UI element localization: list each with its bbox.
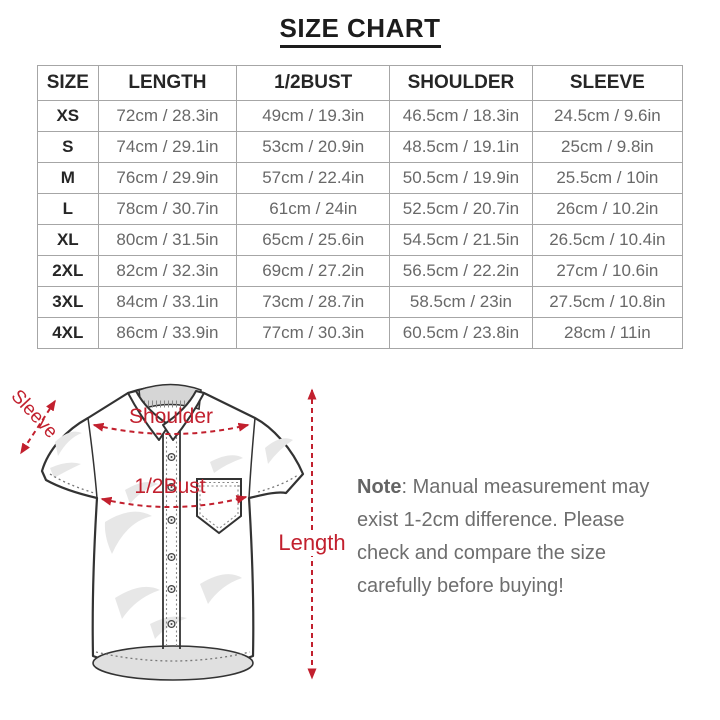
- measurement-cell: 48.5cm / 19.1in: [390, 132, 533, 163]
- note-label: Note: [357, 476, 402, 498]
- measurement-cell: 69cm / 27.2in: [237, 256, 390, 287]
- table-row-m: [38, 163, 683, 194]
- measurement-cell: 50.5cm / 19.9in: [390, 163, 533, 194]
- measurement-cell: 25cm / 9.8in: [532, 132, 682, 163]
- measurement-cell: 82cm / 32.3in: [98, 256, 237, 287]
- length-label: Length: [278, 530, 346, 555]
- measurement-cell: 26cm / 10.2in: [532, 194, 682, 225]
- measurement-cell: 53cm / 20.9in: [237, 132, 390, 163]
- size-cell: L: [38, 194, 99, 225]
- measurement-cell: 24.5cm / 9.6in: [532, 101, 682, 132]
- table-row-2xl: [38, 256, 683, 287]
- table-row-l: [38, 194, 683, 225]
- measurement-cell: 74cm / 29.1in: [98, 132, 237, 163]
- size-table: [37, 65, 683, 349]
- size-cell: 3XL: [38, 287, 99, 318]
- measurement-cell: 49cm / 19.3in: [237, 101, 390, 132]
- size-cell: S: [38, 132, 99, 163]
- column-header-1-2bust: 1/2BUST: [237, 66, 390, 101]
- measurement-cell: 28cm / 11in: [532, 318, 682, 349]
- measurement-cell: 76cm / 29.9in: [98, 163, 237, 194]
- measurement-cell: 57cm / 22.4in: [237, 163, 390, 194]
- measurement-cell: 27.5cm / 10.8in: [532, 287, 682, 318]
- size-cell: XS: [38, 101, 99, 132]
- measurement-cell: 80cm / 31.5in: [98, 225, 237, 256]
- column-header-size: SIZE: [38, 66, 99, 101]
- measurement-cell: 27cm / 10.6in: [532, 256, 682, 287]
- sleeve-label: Sleeve: [6, 385, 62, 443]
- size-cell: M: [38, 163, 99, 194]
- size-cell: 4XL: [38, 318, 99, 349]
- page-title: [0, 13, 720, 48]
- column-header-sleeve: SLEEVE: [532, 66, 682, 101]
- bust-label: 1/2Bust: [134, 475, 206, 498]
- measurement-cell: 25.5cm / 10in: [532, 163, 682, 194]
- shirt-diagram: [0, 372, 360, 720]
- measurement-cell: 84cm / 33.1in: [98, 287, 237, 318]
- measurement-cell: 72cm / 28.3in: [98, 101, 237, 132]
- table-row-xs: [38, 101, 683, 132]
- table-row-xl: [38, 225, 683, 256]
- measurement-cell: 54.5cm / 21.5in: [390, 225, 533, 256]
- shirt-hem: [93, 646, 253, 680]
- page-title-text: SIZE CHART: [280, 13, 441, 48]
- measurement-cell: 52.5cm / 20.7in: [390, 194, 533, 225]
- measurement-cell: 65cm / 25.6in: [237, 225, 390, 256]
- measurement-cell: 46.5cm / 18.3in: [390, 101, 533, 132]
- measurement-cell: 26.5cm / 10.4in: [532, 225, 682, 256]
- size-cell: 2XL: [38, 256, 99, 287]
- column-header-length: LENGTH: [98, 66, 237, 101]
- measurement-cell: 78cm / 30.7in: [98, 194, 237, 225]
- size-table-header-row: [38, 66, 683, 101]
- measurement-cell: 77cm / 30.3in: [237, 318, 390, 349]
- table-row-3xl: [38, 287, 683, 318]
- note-body: : Manual measurement may exist 1-2cm difference. Please check and compare the size carefully before buying!: [357, 476, 650, 597]
- measurement-cell: 86cm / 33.9in: [98, 318, 237, 349]
- measurement-cell: 58.5cm / 23in: [390, 287, 533, 318]
- note-text: [357, 471, 681, 603]
- column-header-shoulder: SHOULDER: [390, 66, 533, 101]
- measurement-cell: 73cm / 28.7in: [237, 287, 390, 318]
- measurement-cell: 61cm / 24in: [237, 194, 390, 225]
- table-row-s: [38, 132, 683, 163]
- size-cell: XL: [38, 225, 99, 256]
- shirt-illustration: [42, 385, 303, 681]
- size-table-body: [38, 101, 683, 349]
- shoulder-label: Shoulder: [128, 405, 214, 428]
- table-row-4xl: [38, 318, 683, 349]
- measurement-cell: 60.5cm / 23.8in: [390, 318, 533, 349]
- measurement-cell: 56.5cm / 22.2in: [390, 256, 533, 287]
